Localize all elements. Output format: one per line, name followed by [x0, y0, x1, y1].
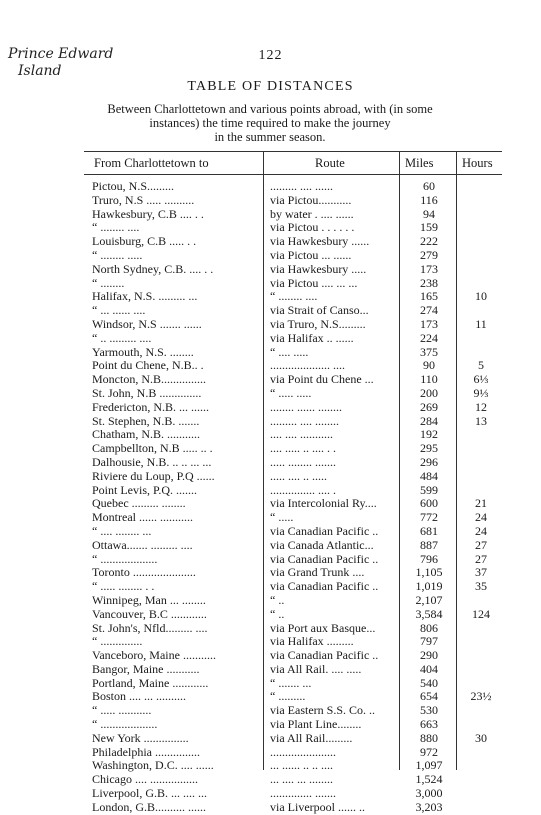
table-row: [0, 346, 541, 360]
table-row: [0, 442, 541, 456]
table-row: [0, 553, 541, 567]
route-cell: via Intercolonial Ry....: [270, 497, 377, 511]
miles-cell: 173: [420, 261, 438, 276]
route-cell: “ ..: [270, 607, 285, 621]
route-cell: via Strait of Canso...: [270, 304, 369, 318]
destination-cell: “ ..... ...........: [92, 704, 152, 718]
destination-cell: St. John, N.B ..............: [92, 386, 202, 400]
table-row: [0, 249, 541, 263]
destination-cell: New York ...............: [92, 731, 189, 745]
route-cell: .............. .......: [270, 787, 336, 801]
miles-cell: 192: [420, 427, 438, 442]
route-cell: ......................: [270, 745, 336, 759]
miles-cell: 404: [420, 661, 438, 676]
destination-cell: “ ...................: [92, 718, 158, 732]
route-cell: via Point du Chene ...: [270, 373, 374, 387]
miles-cell: 663: [420, 717, 438, 732]
header-route: Route: [315, 156, 345, 170]
table-row: [0, 263, 541, 277]
table-row: [0, 332, 541, 346]
table-row: [0, 221, 541, 235]
miles-cell: 269: [420, 399, 438, 414]
destination-cell: St. Stephen, N.B. .......: [92, 414, 200, 428]
miles-cell: 484: [420, 468, 438, 483]
hours-cell: 23½: [470, 689, 492, 704]
destination-cell: Chicago .... ................: [92, 773, 198, 787]
miles-cell: 1,019: [415, 579, 443, 594]
header-from: From Charlottetown to: [94, 156, 209, 170]
miles-cell: 681: [420, 523, 438, 538]
table-row: [0, 511, 541, 525]
route-cell: by water . .... ......: [270, 207, 354, 221]
destination-cell: Windsor, N.S ....... ......: [92, 317, 202, 331]
route-cell: via Truro, N.S.........: [270, 317, 366, 331]
route-cell: ........ ...... ........: [270, 400, 342, 414]
miles-cell: 654: [420, 689, 438, 704]
hours-cell: 24: [475, 510, 487, 525]
table-row: [0, 373, 541, 387]
margin-note-line: Island: [18, 63, 62, 79]
table-row: [0, 580, 541, 594]
table-row: [0, 235, 541, 249]
miles-cell: 279: [420, 247, 438, 262]
page-title: TABLE OF DISTANCES: [187, 79, 354, 94]
destination-cell: Liverpool, G.B. ... .... ...: [92, 787, 207, 801]
route-cell: .... ..... .. .... . .: [270, 442, 336, 456]
miles-cell: 200: [420, 385, 438, 400]
route-cell: via Halifax .. ......: [270, 331, 354, 345]
route-cell: “ .....: [270, 511, 294, 525]
table-row: [0, 718, 541, 732]
miles-cell: 972: [420, 744, 438, 759]
destination-cell: “ ........ ....: [92, 221, 140, 235]
margin-note-line: Prince Edward: [8, 46, 114, 62]
table-row: [0, 277, 541, 291]
destination-cell: Washington, D.C. .... ......: [92, 759, 214, 773]
hours-cell: 13: [475, 413, 487, 428]
destination-cell: Vanceboro, Maine ...........: [92, 649, 216, 663]
destination-cell: Hawkesbury, C.B .... . .: [92, 207, 204, 221]
destination-cell: Dalhousie, N.B. .. .. ... ...: [92, 455, 212, 469]
miles-cell: 165: [420, 289, 438, 304]
destination-cell: Truro, N.S ..... ..........: [92, 193, 195, 207]
destination-cell: Halifax, N.S. ......... ...: [92, 290, 198, 304]
table-row: [0, 525, 541, 539]
destination-cell: “ .. ......... ....: [92, 331, 152, 345]
route-cell: via Eastern S.S. Co. ..: [270, 704, 375, 718]
destination-cell: Winnipeg, Man ... ........: [92, 593, 206, 607]
route-cell: “ ..... .....: [270, 386, 312, 400]
route-cell: “ ..: [270, 593, 285, 607]
table-row: [0, 635, 541, 649]
miles-cell: 60: [423, 179, 435, 193]
route-cell: via Plant Line........: [270, 718, 362, 732]
table-row: [0, 746, 541, 760]
miles-cell: 3,584: [415, 606, 443, 621]
table-header: [84, 152, 502, 175]
miles-cell: 2,107: [415, 592, 443, 607]
miles-cell: 3,000: [415, 786, 443, 801]
destination-cell: Point Levis, P.Q. .......: [92, 483, 198, 497]
miles-cell: 797: [420, 634, 438, 649]
destination-cell: St. John's, Nfld......... ....: [92, 621, 208, 635]
route-cell: via Liverpool ...... ..: [270, 800, 365, 814]
miles-cell: 224: [420, 330, 438, 345]
route-cell: via Pictou .... ... ...: [270, 276, 358, 290]
route-cell: ..... .... .. .....: [270, 469, 327, 483]
destination-cell: Pictou, N.S.........: [92, 180, 175, 193]
table-row: [0, 622, 541, 636]
destination-cell: Louisburg, C.B ..... . .: [92, 235, 197, 249]
table-row: [0, 690, 541, 704]
route-cell: via Grand Trunk ....: [270, 566, 365, 580]
table-row: [0, 801, 541, 815]
table-row: [0, 566, 541, 580]
hours-cell: 9⅓: [473, 385, 489, 400]
route-cell: “ .........: [270, 690, 306, 704]
miles-cell: 880: [420, 730, 438, 745]
miles-cell: 110: [420, 372, 438, 387]
table-row: [0, 415, 541, 429]
route-cell: via Halifax .........: [270, 635, 354, 649]
miles-cell: 3,203: [415, 799, 443, 814]
hours-cell: 35: [475, 579, 487, 594]
destination-cell: Point du Chene, N.B.. .: [92, 359, 204, 373]
table-row: [0, 608, 541, 622]
miles-cell: 1,105: [415, 565, 443, 580]
route-cell: via Port aux Basque...: [270, 621, 376, 635]
destination-cell: North Sydney, C.B. .... . .: [92, 262, 214, 276]
destination-cell: “ .... ........ ...: [92, 524, 152, 538]
hours-cell: 37: [475, 565, 487, 580]
route-cell: .................... ....: [270, 359, 345, 373]
miles-cell: 1,097: [415, 758, 443, 773]
table-row: [0, 387, 541, 401]
miles-cell: 887: [420, 537, 438, 552]
hours-cell: 30: [475, 730, 487, 745]
miles-cell: 290: [420, 648, 438, 663]
destination-cell: Montreal ...... ...........: [92, 511, 193, 525]
miles-cell: 116: [420, 192, 438, 207]
destination-cell: “ ..... ........ . .: [92, 580, 155, 594]
miles-cell: 796: [420, 551, 438, 566]
destination-cell: “ ........ .....: [92, 248, 143, 262]
destination-cell: Moncton, N.B...............: [92, 373, 206, 387]
miles-cell: 173: [420, 316, 438, 331]
table-row: [0, 318, 541, 332]
destination-cell: “ ... ...... ....: [92, 304, 146, 318]
miles-cell: 772: [420, 510, 438, 525]
table-row: [0, 359, 541, 373]
miles-cell: 600: [420, 496, 438, 511]
table-row: [0, 428, 541, 442]
table-row: [0, 304, 541, 318]
header-hours: Hours: [462, 156, 493, 170]
table-row: [0, 594, 541, 608]
table-row: [0, 539, 541, 553]
table-row: [0, 704, 541, 718]
route-cell: via All Rail.........: [270, 731, 353, 745]
route-cell: via Canadian Pacific ..: [270, 524, 379, 538]
header-miles: Miles: [405, 156, 434, 170]
route-cell: “ .... .....: [270, 345, 309, 359]
miles-cell: 274: [420, 303, 438, 318]
route-cell: ... .... ... ........: [270, 773, 333, 787]
destination-cell: Campbellton, N.B ..... .. .: [92, 442, 213, 456]
subtitle-line: instances) the time required to make the journey: [149, 116, 391, 130]
destination-cell: Toronto .....................: [92, 566, 196, 580]
hours-cell: 10: [475, 289, 487, 304]
route-cell: ............... .... .: [270, 483, 336, 497]
destination-cell: Riviere du Loup, P.Q ......: [92, 469, 215, 483]
distance-table: [0, 180, 541, 815]
page-number: 122: [258, 48, 283, 63]
hours-cell: 24: [475, 523, 487, 538]
destination-cell: London, G.B.......... ......: [92, 800, 206, 814]
table-row: [0, 787, 541, 801]
subtitle-line: Between Charlottetown and various points abroad, with (in some: [107, 102, 433, 116]
destination-cell: Portland, Maine ............: [92, 676, 209, 690]
route-cell: ..... ........ .......: [270, 455, 336, 469]
miles-cell: 90: [423, 358, 435, 373]
route-cell: via Canadian Pacific ..: [270, 649, 379, 663]
miles-cell: 375: [420, 344, 438, 359]
route-cell: via Pictou ... ......: [270, 248, 352, 262]
route-cell: via Hawkesbury .....: [270, 262, 367, 276]
table-row: [0, 194, 541, 208]
route-cell: via Canadian Pacific ..: [270, 552, 379, 566]
route-cell: ......... .... ......: [270, 180, 333, 193]
table-row: [0, 401, 541, 415]
route-cell: “ ........ ....: [270, 290, 318, 304]
table-row: [0, 456, 541, 470]
miles-cell: 296: [420, 454, 438, 469]
table-row: [0, 677, 541, 691]
hours-cell: 124: [472, 606, 490, 621]
destination-cell: Philadelphia ...............: [92, 745, 200, 759]
route-cell: .... .... ...........: [270, 428, 333, 442]
miles-cell: 159: [420, 220, 438, 235]
route-cell: via Pictou...........: [270, 193, 352, 207]
destination-cell: Yarmouth, N.S. ........: [92, 345, 194, 359]
destination-cell: Bangor, Maine ...........: [92, 662, 200, 676]
table-row: [0, 180, 541, 194]
table-row: [0, 290, 541, 304]
table-row: [0, 732, 541, 746]
destination-cell: Boston .... ... ..........: [92, 690, 187, 704]
hours-cell: 6⅓: [473, 372, 489, 387]
miles-cell: 295: [420, 441, 438, 456]
route-cell: via Pictou . . . . . .: [270, 221, 355, 235]
route-cell: via All Rail. .... .....: [270, 662, 362, 676]
route-cell: “ ....... ...: [270, 676, 312, 690]
route-cell: via Canadian Pacific ..: [270, 580, 379, 594]
destination-cell: Chatham, N.B. ...........: [92, 428, 200, 442]
destination-cell: “ ........: [92, 276, 125, 290]
hours-cell: 21: [475, 496, 487, 511]
destination-cell: Fredericton, N.B. ... ......: [92, 400, 209, 414]
subtitle-line: in the summer season.: [214, 130, 326, 144]
route-cell: ......... .... ........: [270, 414, 339, 428]
miles-cell: 806: [420, 620, 438, 635]
miles-cell: 540: [420, 675, 438, 690]
miles-cell: 222: [420, 234, 438, 249]
miles-cell: 94: [423, 206, 435, 221]
miles-cell: 284: [420, 413, 438, 428]
hours-cell: 11: [475, 316, 487, 331]
destination-cell: “ ..............: [92, 635, 143, 649]
destination-cell: “ ...................: [92, 552, 158, 566]
table-row: [0, 484, 541, 498]
hours-cell: 5: [478, 358, 484, 373]
hours-cell: 27: [475, 551, 487, 566]
table-row: [0, 649, 541, 663]
table-row: [0, 773, 541, 787]
table-row: [0, 470, 541, 484]
hours-cell: 27: [475, 537, 487, 552]
route-cell: ... ...... .. .. ....: [270, 759, 333, 773]
table-row: [0, 759, 541, 773]
miles-cell: 599: [420, 482, 438, 497]
miles-cell: 1,524: [415, 772, 443, 787]
miles-cell: 530: [420, 703, 438, 718]
miles-cell: 238: [420, 275, 438, 290]
route-cell: via Canada Atlantic...: [270, 538, 374, 552]
destination-cell: Quebec ......... ........: [92, 497, 186, 511]
hours-cell: 12: [475, 399, 487, 414]
table-row: [0, 663, 541, 677]
table-row: [0, 208, 541, 222]
table-row: [0, 497, 541, 511]
subtitle: [100, 102, 440, 144]
route-cell: via Hawkesbury ......: [270, 235, 370, 249]
destination-cell: Vancouver, B.C ............: [92, 607, 207, 621]
destination-cell: Ottawa....... ......... ....: [92, 538, 193, 552]
